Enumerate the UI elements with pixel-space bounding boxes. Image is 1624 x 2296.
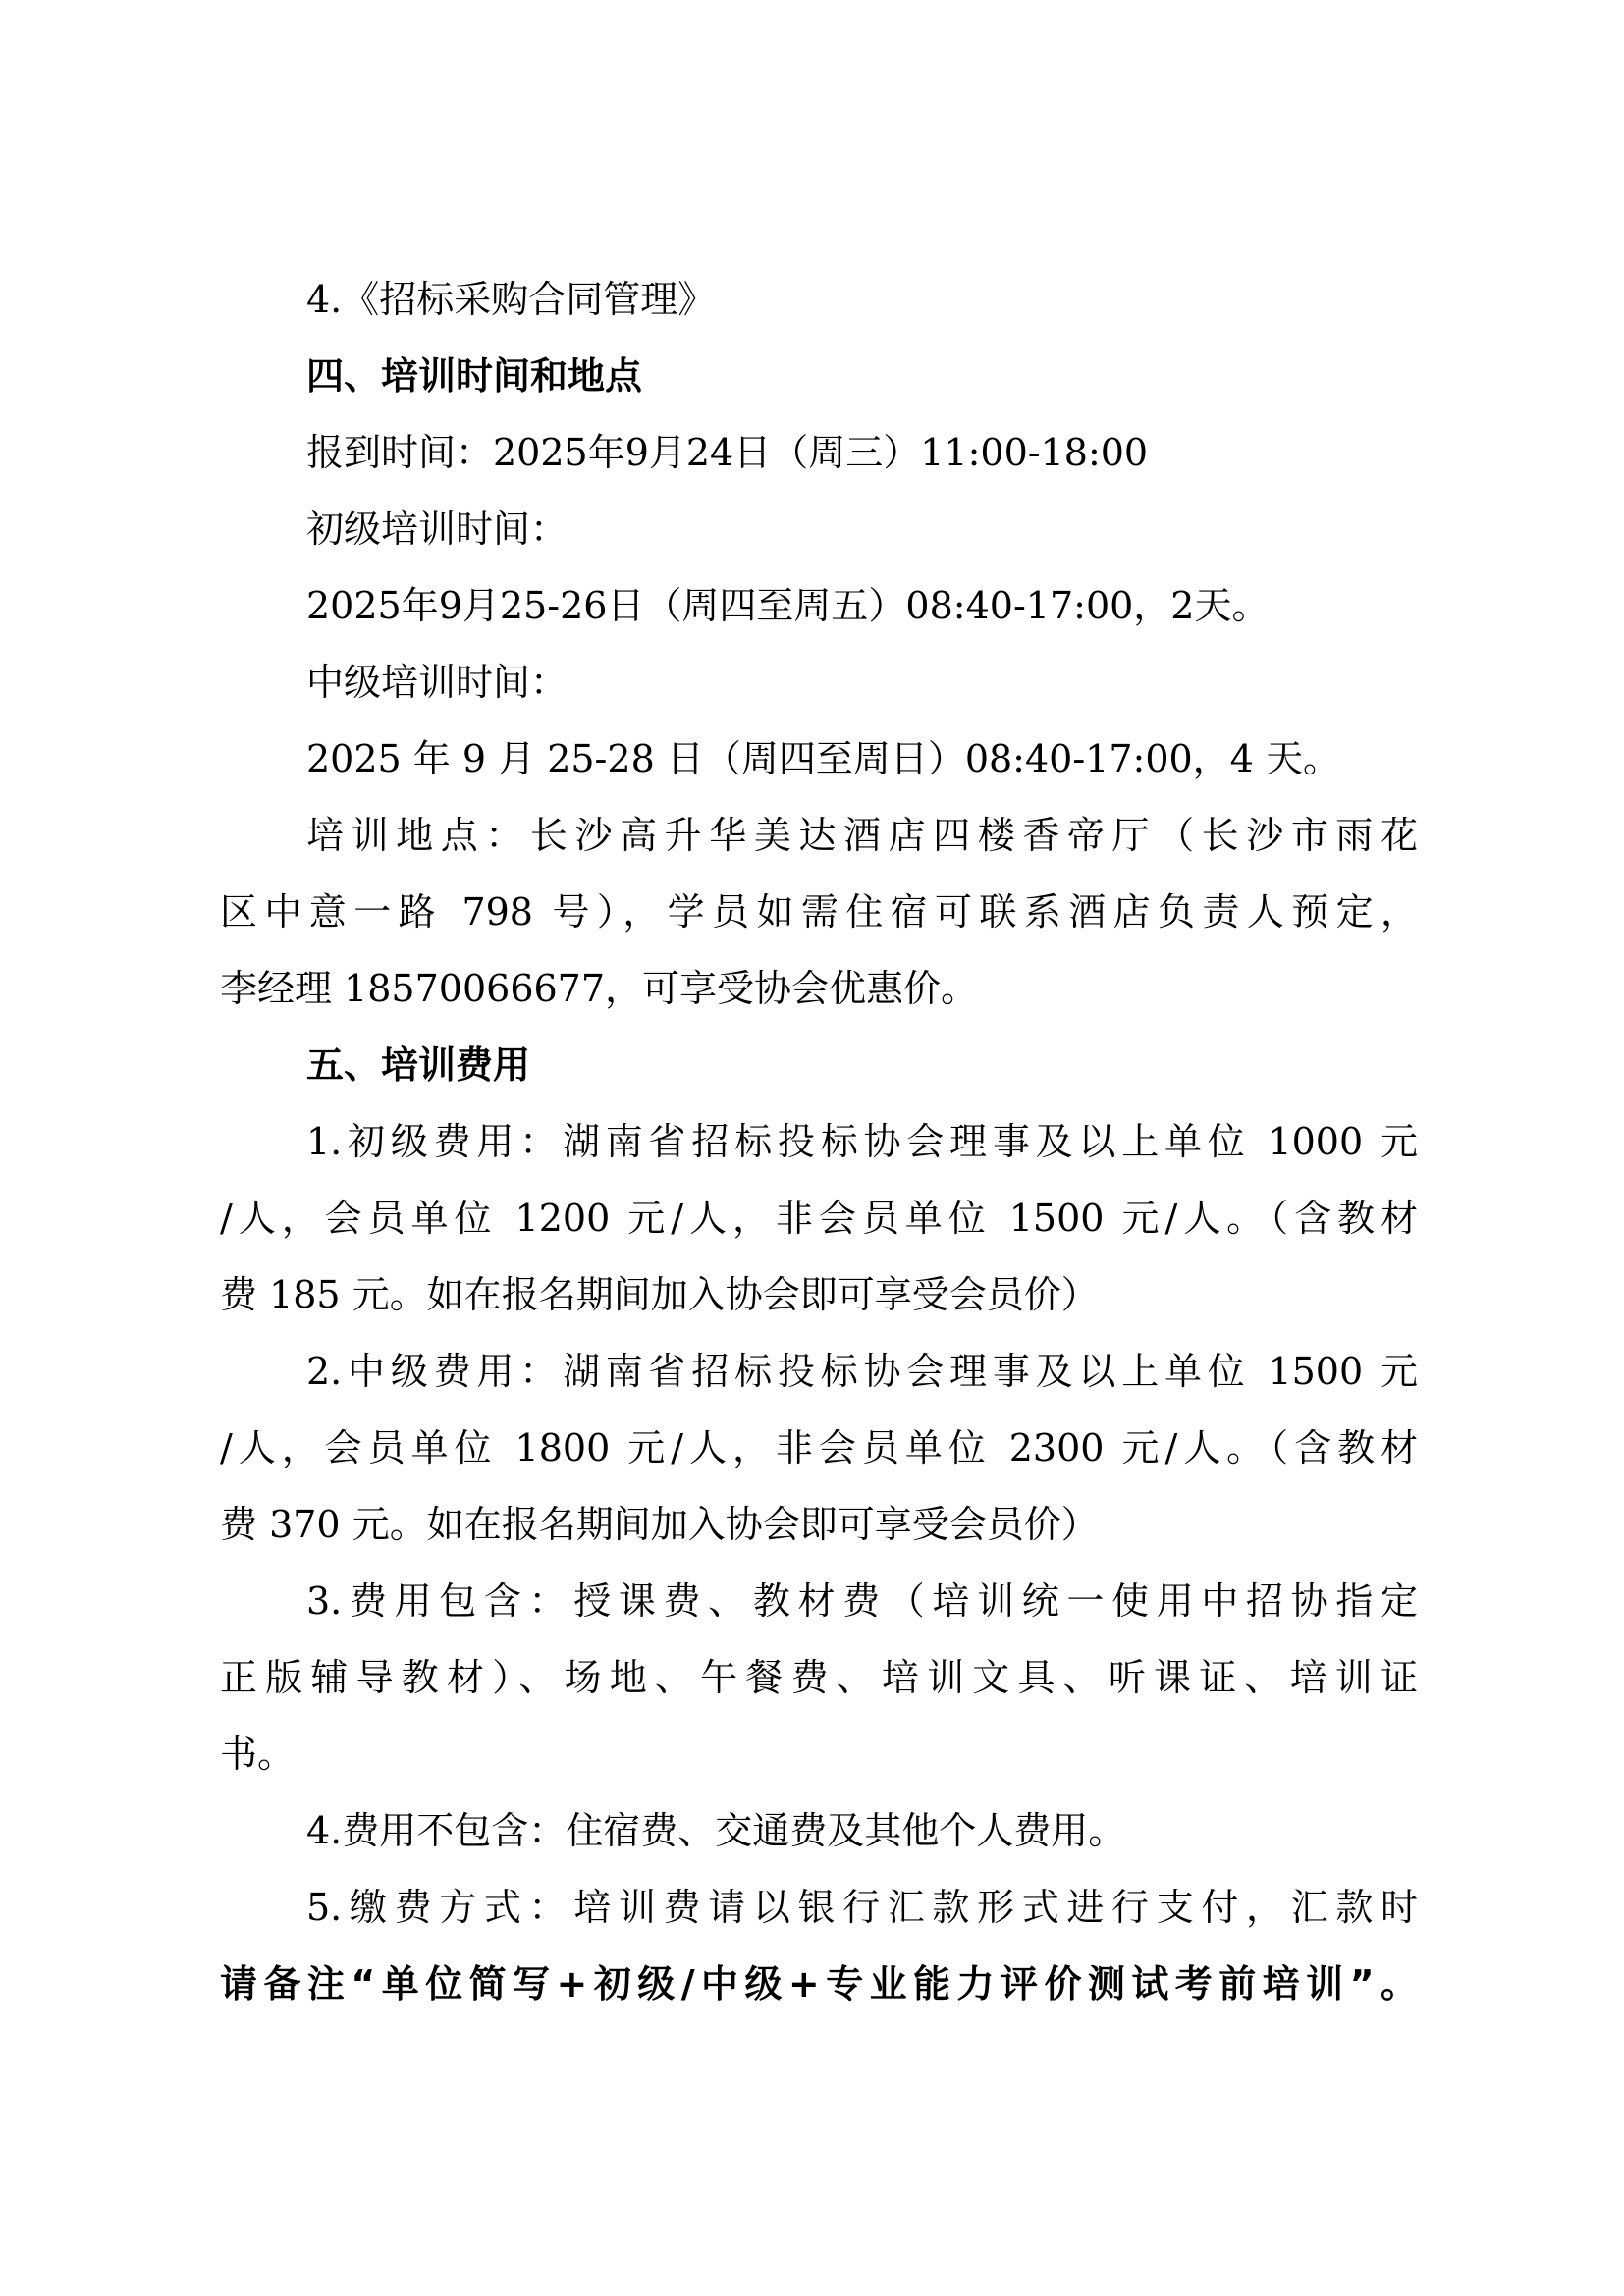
- document-page: [220, 261, 1418, 2022]
- section-heading-time-location: 四、培训时间和地点: [306, 354, 643, 398]
- section-heading-fees: 五、培训费用: [306, 1043, 531, 1087]
- training-location-line-3: 李经理 18570066677，可享受协会优惠价。: [220, 967, 979, 1010]
- junior-fee-line-3: 费 185 元。如在报名期间加入协会即可享受会员价）: [220, 1273, 1099, 1316]
- fee-includes-line-2: 正版辅导教材）、场地、午餐费、培训文具、听课证、培训证: [220, 1656, 1418, 1699]
- junior-training-time-label: 初级培训时间：: [306, 507, 568, 551]
- intermediate-fee-line-2: /人，会员单位 1800 元/人，非会员单位 2300 元/人。（含教材: [220, 1426, 1418, 1469]
- training-location-line-1: 培训地点：长沙高升华美达酒店四楼香帝厅（长沙市雨花: [306, 814, 1418, 857]
- intermediate-training-time: 2025 年 9 月 25-28 日（周四至周日）08:40-17:00，4 天。: [306, 737, 1340, 780]
- junior-fee-line-1: 1.初级费用：湖南省招标投标协会理事及以上单位 1000 元: [306, 1120, 1418, 1163]
- training-location-line-2: 区中意一路 798 号），学员如需住宿可联系酒店负责人预定，: [220, 890, 1418, 934]
- fee-includes-line-3: 书。: [220, 1733, 296, 1776]
- fee-excludes: 4.费用不包含：住宿费、交通费及其他个人费用。: [306, 1809, 1126, 1852]
- junior-training-time: 2025年9月25-26日（周四至周五）08:40-17:00，2天。: [306, 584, 1270, 627]
- intermediate-training-time-label: 中级培训时间：: [306, 661, 568, 704]
- checkin-time: 报到时间：2025年9月24日（周三）11:00-18:00: [306, 431, 1149, 474]
- fee-includes-line-1: 3.费用包含：授课费、教材费（培训统一使用中招协指定: [306, 1579, 1418, 1623]
- payment-method-line-1: 5.缴费方式：培训费请以银行汇款形式进行支付，汇款时: [306, 1886, 1418, 1929]
- intermediate-fee-line-3: 费 370 元。如在报名期间加入协会即可享受会员价）: [220, 1503, 1099, 1546]
- junior-fee-line-2: /人，会员单位 1200 元/人，非会员单位 1500 元/人。（含教材: [220, 1197, 1418, 1240]
- intermediate-fee-line-1: 2.中级费用：湖南省招标投标协会理事及以上单位 1500 元: [306, 1350, 1418, 1393]
- course-item-4: 4.《招标采购合同管理》: [306, 278, 716, 321]
- payment-method-line-2: 请备注“单位简写+初级/中级+专业能力评价测试考前培训”。: [220, 1962, 1418, 2005]
